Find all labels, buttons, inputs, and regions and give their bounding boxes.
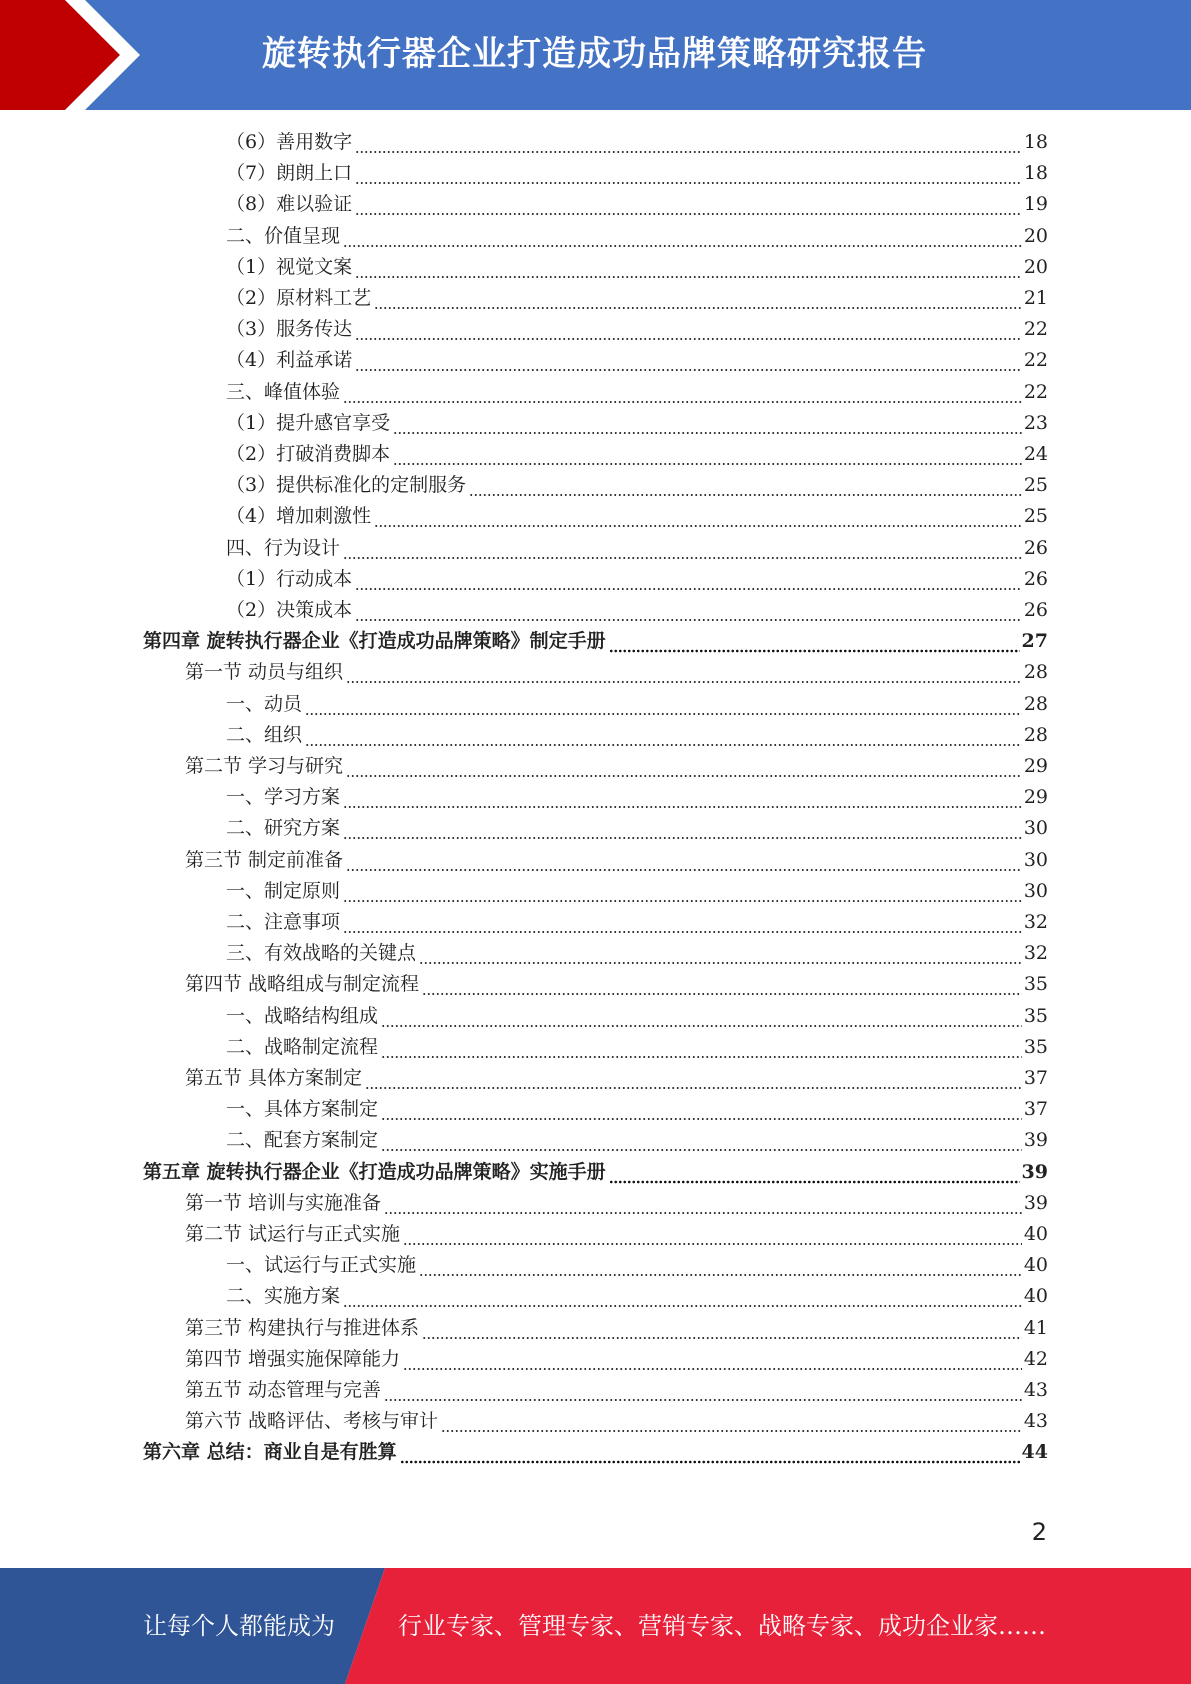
toc-dot-leader [343,907,1022,938]
toc-entry-page: 29 [1023,786,1048,809]
toc-dot-leader [419,938,1022,969]
toc-entry-page: 18 [1023,162,1048,185]
toc-dot-leader [403,1219,1022,1250]
toc-entry-page: 30 [1023,848,1048,871]
toc-entry-page: 27 [1021,630,1048,653]
toc-dot-leader [355,127,1022,158]
toc-dot-leader [346,657,1022,688]
toc-entry-page: 40 [1023,1254,1048,1277]
toc-entry[interactable] [226,189,1048,220]
toc-dot-leader [355,189,1022,220]
toc-dot-leader [355,252,1022,283]
toc-dot-leader [374,283,1022,314]
toc-entry[interactable] [226,595,1048,626]
toc-entry-label: 一、制定原则 [226,879,341,902]
toc-entry[interactable] [185,1375,1048,1406]
toc-dot-leader [419,1250,1022,1281]
toc-entry-page: 20 [1023,255,1048,278]
toc-entry-label: （3）服务传达 [226,318,353,341]
toc-dot-leader [422,969,1022,1000]
toc-entry-page: 28 [1023,723,1048,746]
toc-entry-label: 一、战略结构组成 [226,1004,379,1027]
toc-entry-page: 37 [1023,1067,1048,1089]
toc-entry-label: 第二节 试运行与正式实施 [185,1223,401,1245]
toc-dot-leader [441,1406,1022,1437]
toc-dot-leader [365,1063,1022,1094]
toc-entry[interactable] [226,470,1048,501]
toc-entry-label: 三、有效战略的关键点 [226,942,417,965]
toc-dot-leader [355,595,1022,626]
toc-entry-page: 35 [1023,1004,1048,1027]
toc-entry-label: （1）提升感官享受 [226,411,391,434]
page-footer [0,1568,1191,1684]
toc-entry-page: 24 [1023,443,1048,465]
toc-entry-page: 26 [1023,536,1048,559]
toc-entry-label: 第五节 具体方案制定 [185,1067,363,1089]
toc-entry-page: 42 [1023,1347,1048,1370]
toc-entry-label: 一、试运行与正式实施 [226,1254,417,1277]
toc-entry-page: 23 [1023,411,1048,434]
toc-dot-leader [343,533,1022,564]
toc-entry-label: 四、行为设计 [226,536,341,559]
toc-entry-page: 20 [1023,224,1048,247]
toc-entry-page: 25 [1023,474,1048,497]
toc-entry-page: 40 [1023,1285,1048,1308]
toc-entry-label: 三、峰值体验 [226,380,341,403]
toc-entry[interactable] [185,845,1048,876]
page-header [0,0,1191,110]
toc-entry-label: （3）提供标准化的定制服务 [226,474,467,497]
toc-entry-page: 39 [1023,1191,1048,1214]
toc-entry-label: （4）利益承诺 [226,349,353,372]
toc-entry-label: 二、实施方案 [226,1285,341,1308]
toc-entry[interactable] [185,1344,1048,1375]
header-arrow-graphic [0,0,160,110]
footer-slogan-left: 让每个人都能成为 [143,1612,335,1640]
toc-entry[interactable] [185,1063,1048,1094]
toc-dot-leader [381,1032,1022,1063]
toc-dot-leader [400,1437,1020,1468]
toc-entry-label: （6）善用数字 [226,131,353,153]
toc-dot-leader [381,1001,1022,1032]
toc-dot-leader [343,782,1022,813]
toc-entry-label: 二、组织 [226,723,303,746]
toc-entry[interactable] [226,221,1048,252]
toc-entry-page: 43 [1023,1379,1048,1401]
toc-entry[interactable] [185,969,1048,1000]
toc-entry-label: （7）朗朗上口 [226,162,353,185]
toc-entry-page: 25 [1023,505,1048,528]
toc-dot-leader [403,1344,1022,1375]
toc-entry[interactable] [226,876,1048,907]
toc-dot-leader [343,377,1022,408]
toc-dot-leader [422,1313,1022,1344]
toc-entry[interactable] [185,1188,1048,1219]
toc-entry-label: 一、具体方案制定 [226,1098,379,1121]
toc-entry-page: 44 [1021,1441,1048,1464]
toc-entry-page: 19 [1023,193,1048,216]
toc-entry-label: 第五章 旋转执行器企业《打造成功品牌策略》实施手册 [143,1160,606,1183]
toc-entry-label: （1）视觉文案 [226,255,353,278]
toc-dot-leader [469,470,1022,501]
toc-entry-page: 40 [1023,1223,1048,1245]
toc-entry-page: 29 [1023,755,1048,777]
toc-dot-leader [381,1125,1022,1156]
toc-dot-leader [381,1094,1022,1125]
toc-entry-label: 二、研究方案 [226,817,341,840]
toc-entry-label: 第一节 培训与实施准备 [185,1191,382,1214]
toc-entry[interactable] [226,283,1048,314]
report-title: 旋转执行器企业打造成功品牌策略研究报告 [262,34,927,74]
toc-entry[interactable] [226,1125,1048,1156]
toc-entry-label: 二、配套方案制定 [226,1129,379,1152]
toc-entry-label: （4）增加刺激性 [226,505,372,528]
toc-entry-label: 第六章 总结：商业自是有胜算 [143,1441,397,1464]
toc-dot-leader [355,564,1022,595]
toc-dot-leader [346,751,1022,782]
toc-entry[interactable] [185,657,1048,688]
toc-entry[interactable] [226,501,1048,532]
toc-entry-page: 30 [1023,817,1048,840]
toc-entry-label: 第五节 动态管理与完善 [185,1379,382,1401]
toc-entry-page: 32 [1023,942,1048,965]
toc-entry[interactable] [226,813,1048,844]
toc-entry-page: 22 [1023,380,1048,403]
toc-entry-page: 18 [1023,131,1048,153]
toc-entry[interactable] [143,1157,1048,1188]
toc-entry-page: 39 [1023,1129,1048,1152]
toc-entry-page: 28 [1023,692,1048,715]
toc-entry[interactable] [185,1313,1048,1344]
toc-dot-leader [609,1157,1020,1188]
toc-entry-label: （8）难以验证 [226,193,353,216]
toc-entry[interactable] [226,533,1048,564]
toc-entry-page: 41 [1023,1316,1048,1339]
toc-entry-page: 22 [1023,318,1048,341]
toc-entry[interactable] [226,1094,1048,1125]
toc-entry[interactable] [143,1437,1048,1468]
toc-dot-leader [343,221,1022,252]
toc-entry-page: 39 [1021,1160,1048,1183]
toc-dot-leader [343,1281,1022,1312]
toc-entry-page: 32 [1023,911,1048,933]
toc-entry-page: 35 [1023,1035,1048,1058]
toc-dot-leader [393,408,1022,439]
toc-entry[interactable] [226,252,1048,283]
toc-entry[interactable] [226,408,1048,439]
toc-entry[interactable] [226,1250,1048,1281]
toc-entry-label: （2）原材料工艺 [226,287,372,309]
toc-entry[interactable] [226,1281,1048,1312]
toc-dot-leader [355,314,1022,345]
toc-entry-label: 二、注意事项 [226,911,341,933]
toc-dot-leader [384,1188,1022,1219]
toc-entry-label: 第一节 动员与组织 [185,661,344,684]
toc-entry-label: 一、学习方案 [226,786,341,809]
toc-entry[interactable] [226,782,1048,813]
toc-entry-label: 第四节 战略组成与制定流程 [185,973,420,996]
toc-dot-leader [609,626,1020,657]
toc-dot-leader [346,845,1022,876]
toc-entry-page: 28 [1023,661,1048,684]
toc-entry-label: 一、动员 [226,692,303,715]
toc-entry-label: （1）行动成本 [226,567,353,590]
toc-dot-leader [355,158,1022,189]
toc-dot-leader [305,689,1022,720]
toc-dot-leader [343,876,1022,907]
toc-entry[interactable] [226,158,1048,189]
toc-entry[interactable] [226,127,1048,158]
toc-dot-leader [355,345,1022,376]
toc-entry-page: 30 [1023,879,1048,902]
toc-entry-label: 二、战略制定流程 [226,1035,379,1058]
toc-entry-page: 43 [1023,1410,1048,1433]
toc-entry[interactable] [185,751,1048,782]
toc-entry[interactable] [226,439,1048,470]
toc-entry-label: （2）决策成本 [226,599,353,621]
toc-entry[interactable] [226,938,1048,969]
toc-entry-label: 第二节 学习与研究 [185,755,344,777]
toc-dot-leader [384,1375,1022,1406]
toc-entry[interactable] [226,1032,1048,1063]
toc-entry-page: 37 [1023,1098,1048,1121]
toc-entry[interactable] [226,345,1048,376]
toc-entry[interactable] [143,626,1048,657]
toc-entry[interactable] [226,907,1048,938]
toc-entry[interactable] [185,1406,1048,1437]
toc-entry-page: 26 [1023,599,1048,621]
toc-entry-label: 二、价值呈现 [226,224,341,247]
toc-entry-page: 21 [1023,287,1048,309]
toc-entry-page: 22 [1023,349,1048,372]
toc-entry[interactable] [226,377,1048,408]
toc-entry[interactable] [226,689,1048,720]
toc-entry-label: 第三节 制定前准备 [185,848,344,871]
toc-entry-label: 第三节 构建执行与推进体系 [185,1316,420,1339]
toc-dot-leader [343,813,1022,844]
toc-entry-label: 第六节 战略评估、考核与审计 [185,1410,439,1433]
toc-entry-page: 35 [1023,973,1048,996]
toc-entry[interactable] [185,1219,1048,1250]
toc-entry[interactable] [226,1001,1048,1032]
footer-slogan-right: 行业专家、管理专家、营销专家、战略专家、成功企业家…… [398,1612,1046,1640]
toc-entry-label: 第四章 旋转执行器企业《打造成功品牌策略》制定手册 [143,630,606,653]
toc-entry-page: 26 [1023,567,1048,590]
toc-dot-leader [393,439,1022,470]
toc-entry-label: 第四节 增强实施保障能力 [185,1347,401,1370]
toc-entry[interactable] [226,314,1048,345]
toc-dot-leader [305,720,1022,751]
toc-entry[interactable] [226,720,1048,751]
page-number: 2 [1031,1518,1047,1546]
toc-dot-leader [374,501,1022,532]
toc-entry[interactable] [226,564,1048,595]
toc-entry-label: （2）打破消费脚本 [226,443,391,465]
